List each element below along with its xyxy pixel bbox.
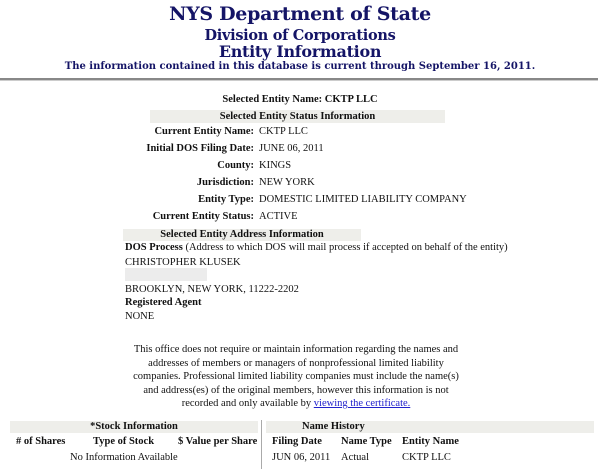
stock-col-shares: # of Shares: [16, 436, 66, 447]
field-label: Initial DOS Filing Date:: [146, 143, 254, 154]
field-label: Current Entity Status:: [152, 211, 254, 222]
header-divider: [0, 78, 598, 81]
history-filing-date: JUN 06, 2011: [272, 452, 331, 463]
dos-process-name: CHRISTOPHER KLUSEK: [125, 257, 241, 268]
status-section-title: Selected Entity Status Information: [150, 110, 445, 123]
view-certificate-link[interactable]: viewing the certificate.: [313, 398, 411, 409]
selected-entity-name: Selected Entity Name: CKTP LLC: [222, 94, 378, 105]
registered-agent-value: NONE: [125, 311, 155, 322]
field-value: KINGS: [259, 160, 292, 171]
history-col-filing-date: Filing Date: [272, 436, 322, 447]
field-value: JUNE 06, 2011: [259, 143, 324, 154]
section-divider: [261, 420, 262, 469]
llc-members-notice: [130, 343, 462, 411]
field-value: ACTIVE: [259, 211, 298, 222]
org-title: NYS Department of State: [169, 3, 431, 25]
division-title: Division of Corporations: [204, 27, 396, 44]
stock-col-type: Type of Stock: [93, 436, 155, 447]
dos-process-description: (Address to which DOS will mail process if accepted on behalf of the entity): [182, 242, 508, 253]
history-col-name-type: Name Type: [341, 436, 392, 447]
field-label: County:: [217, 160, 254, 171]
name-history-title-text: Name History: [302, 421, 365, 432]
registered-agent-label: Registered Agent: [125, 297, 202, 308]
history-col-entity-name: Entity Name: [402, 436, 459, 447]
field-value: NEW YORK: [259, 177, 315, 188]
page-title: Entity Information: [218, 42, 382, 61]
dos-process-line: [125, 242, 508, 253]
currency-note: The information contained in this database is current through September 16, 2011.: [64, 61, 536, 72]
history-name-type: Actual: [341, 452, 369, 463]
notice-text: This office does not require or maintain information regarding the names and addresses of members or managers of nonprofessional limited liability companies. Professional limited liability companies must include the name(s) and address(es) of the original members, however this information is not recorded and only available by: [133, 344, 459, 409]
stock-section-title: *Stock Information: [10, 421, 258, 433]
redacted-street-address: [125, 268, 207, 281]
field-value: CKTP LLC: [259, 126, 308, 137]
field-label: Entity Type:: [198, 194, 254, 205]
name-history-title: [266, 421, 594, 433]
history-entity-name: CKTP LLC: [402, 452, 451, 463]
dos-process-label: DOS Process: [125, 242, 183, 253]
stock-col-value: $ Value per Share: [178, 436, 258, 447]
stock-empty-message: No Information Available: [70, 452, 178, 463]
field-label: Jurisdiction:: [196, 177, 254, 188]
dos-process-city: BROOKLYN, NEW YORK, 11222-2202: [125, 284, 299, 295]
field-value: DOMESTIC LIMITED LIABILITY COMPANY: [259, 194, 467, 205]
field-label: Current Entity Name:: [154, 126, 254, 137]
address-section-title: Selected Entity Address Information: [123, 229, 361, 241]
